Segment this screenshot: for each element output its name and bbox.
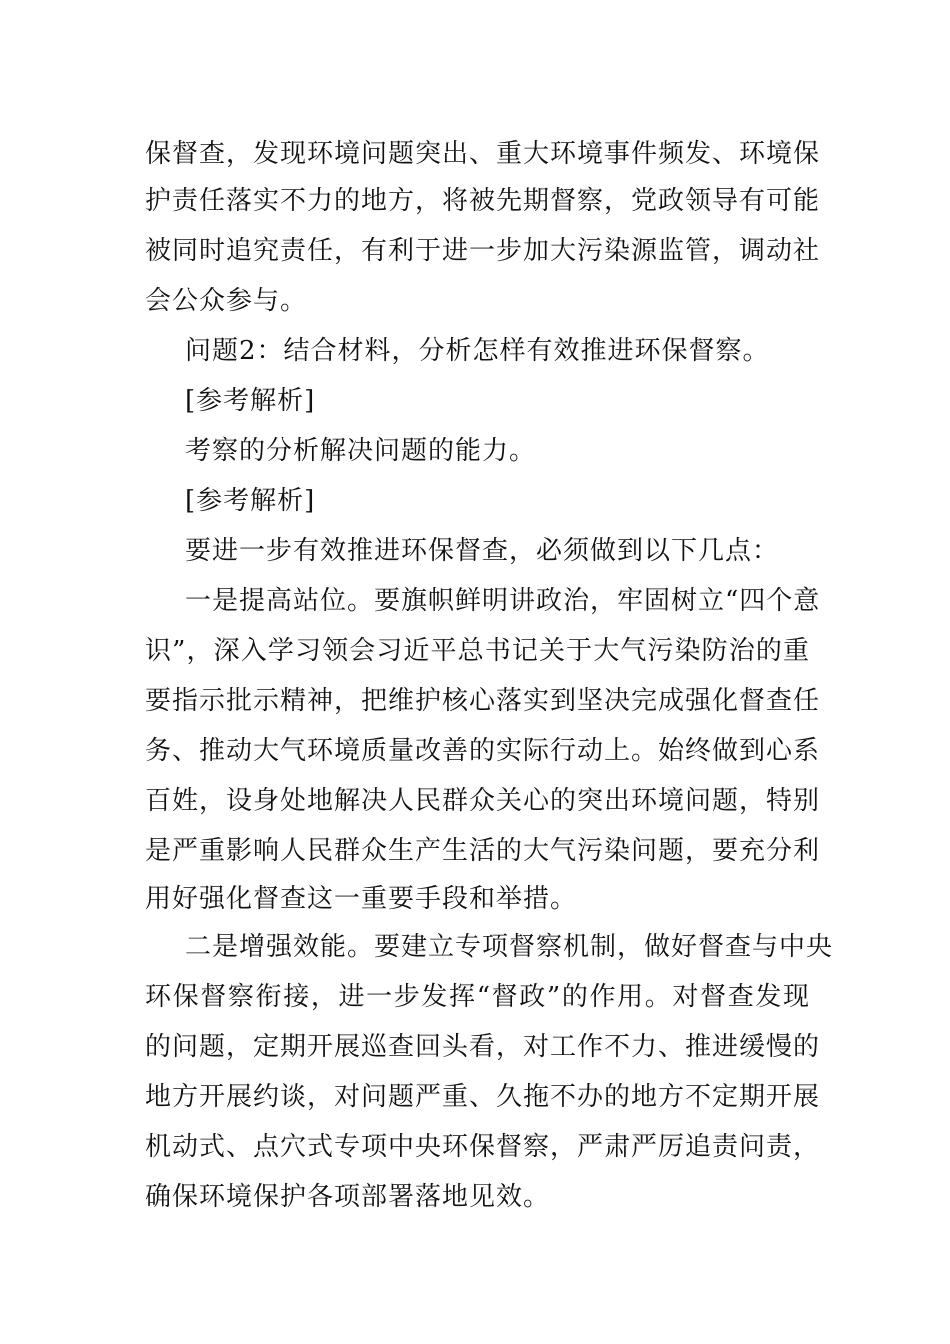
text-line: 务、推动大气环境质量改善的实际行动上。始终做到心系 <box>145 736 821 766</box>
text-line: 考察的分析解决问题的能力。 <box>185 436 537 466</box>
text-line: 确保环境保护各项部署落地见效。 <box>145 1182 551 1212</box>
reference-analysis-label: [参考解析] <box>185 386 316 416</box>
text-line: 是严重影响人民群众生产生活的大气污染问题，要充分利 <box>145 836 821 866</box>
text-line: 被同时追究责任，有利于进一步加大污染源监管，调动社 <box>145 236 821 266</box>
text-line: 保督查，发现环境问题突出、重大环境事件频发、环境保 <box>145 139 821 169</box>
text-line: 二是增强效能。要建立专项督察机制，做好督查与中央 <box>185 932 834 962</box>
text-line: 用好强化督查这一重要手段和举措。 <box>145 884 578 914</box>
reference-analysis-label: [参考解析] <box>185 486 316 516</box>
text-line: 环保督察衔接，进一步发挥“督政”的作用。对督查发现 <box>145 982 810 1012</box>
text-line: 机动式、点穴式专项中央环保督察，严肃严厉追责问责， <box>145 1132 821 1162</box>
text-line: 地方开展约谈，对问题严重、久拖不办的地方不定期开展 <box>145 1082 821 1112</box>
text-line: 护责任落实不力的地方，将被先期督察，党政领导有可能 <box>145 186 821 216</box>
text-line: 的问题，定期开展巡查回头看，对工作不力、推进缓慢的 <box>145 1032 821 1062</box>
text-line: 一是提高站位。要旗帜鲜明讲政治，牢固树立“四个意 <box>185 586 821 616</box>
text-line: 会公众参与。 <box>145 286 308 316</box>
text-line: 识”，深入学习领会习近平总书记关于大气污染防治的重 <box>145 636 810 666</box>
question-heading: 问题2：结合材料，分析怎样有效推进环保督察。 <box>185 336 770 366</box>
text-line: 百姓，设身处地解决人民群众关心的突出环境问题，特别 <box>145 786 821 816</box>
text-line: 要指示批示精神，把维护核心落实到坚决完成强化督查任 <box>145 686 821 716</box>
text-line: 要进一步有效推进环保督查，必须做到以下几点： <box>185 536 780 566</box>
